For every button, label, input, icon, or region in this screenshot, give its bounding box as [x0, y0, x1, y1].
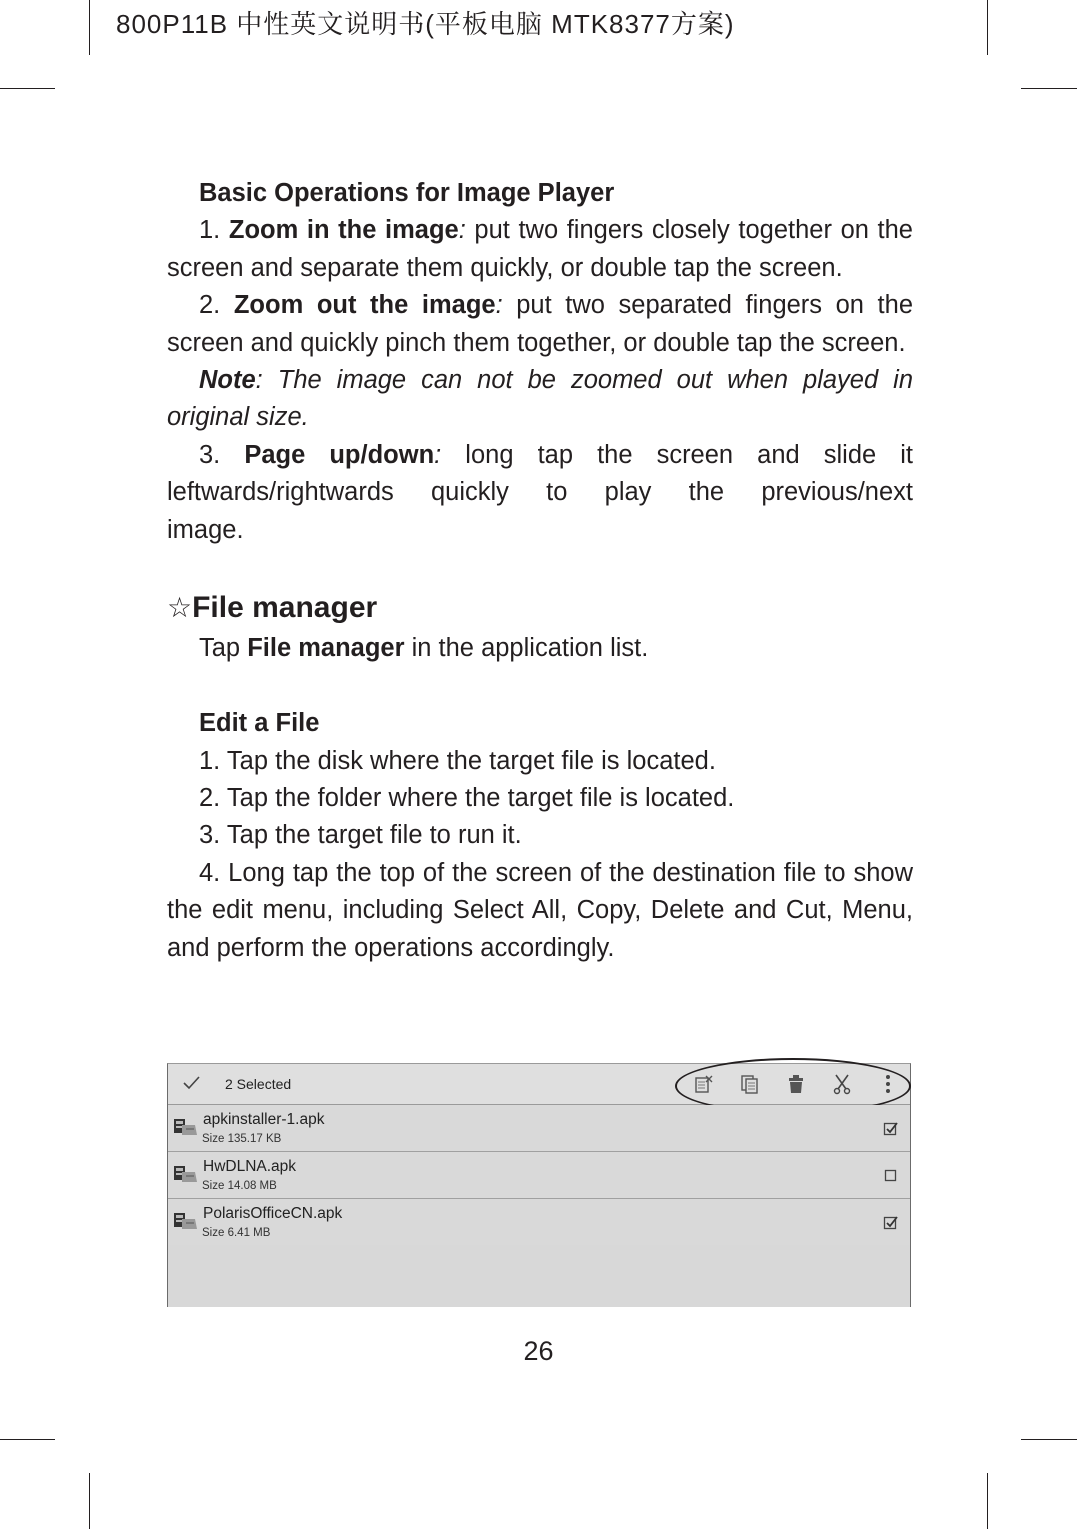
- crop-mark: [89, 0, 90, 55]
- file-size: Size 6.41 MB: [202, 1227, 271, 1239]
- crop-mark: [1021, 1439, 1077, 1440]
- checkbox-checked-icon[interactable]: [883, 1214, 899, 1235]
- checkbox-checked-icon[interactable]: [883, 1120, 899, 1141]
- file-row[interactable]: [168, 1199, 910, 1245]
- crop-mark: [1021, 88, 1077, 89]
- crop-mark: [987, 1473, 988, 1529]
- crop-mark: [987, 0, 988, 55]
- file-manager-title: ☆File manager: [167, 591, 378, 625]
- menu-icon[interactable]: [876, 1072, 900, 1096]
- copy-icon[interactable]: [738, 1072, 762, 1096]
- done-check-icon[interactable]: [181, 1073, 203, 1098]
- file-manager-screenshot: [167, 1063, 911, 1307]
- file-manager-intro: Tap File manager in the application list.: [199, 634, 649, 663]
- image-player-title: Basic Operations for Image Player: [199, 179, 615, 207]
- file-name: PolarisOfficeCN.apk: [203, 1205, 343, 1222]
- file-name: HwDLNA.apk: [203, 1158, 297, 1175]
- edit-step: 1. Tap the disk where the target file is located.: [199, 746, 716, 775]
- selected-count-label: 2 Selected: [225, 1076, 292, 1092]
- manual-content: [167, 175, 913, 967]
- file-name: apkinstaller-1.apk: [203, 1111, 325, 1128]
- edit-step: 3. Tap the target file to run it.: [199, 821, 522, 850]
- delete-icon[interactable]: [784, 1072, 808, 1096]
- file-size: Size 135.17 KB: [202, 1133, 282, 1145]
- page-up-down-paragraph: 3. Page up/down: long tap the screen and slide it leftwards/rightwards quickly to play the previous/next image.: [167, 440, 913, 544]
- file-size: Size 14.08 MB: [202, 1180, 277, 1192]
- apk-file-icon: [173, 1163, 199, 1190]
- note-paragraph: Note: The image can not be zoomed out when played in original size.: [167, 366, 913, 432]
- document-header: 800P11B 中性英文说明书(平板电脑 MTK8377方案): [116, 9, 735, 39]
- page-number: 26: [523, 1336, 554, 1366]
- edit-step: 2. Tap the folder where the target file is located.: [199, 784, 735, 813]
- edit-file-title: Edit a File: [199, 709, 320, 738]
- star-icon: ☆: [167, 592, 193, 624]
- crop-mark: [89, 1473, 90, 1529]
- crop-mark: [0, 1439, 55, 1440]
- apk-file-icon: [173, 1116, 199, 1143]
- apk-file-icon: [173, 1210, 199, 1237]
- crop-mark: [0, 88, 55, 89]
- zoom-in-paragraph: 1. Zoom in the image: put two fingers closely together on the screen and separate them quickly, or double tap the screen.: [167, 216, 913, 282]
- edit-step: 4. Long tap the top of the screen of the destination file to show the edit menu, including Select All, Copy, Delete and Cut, Menu, and perform the operations accordingly.: [167, 858, 913, 962]
- checkbox-unchecked-icon[interactable]: [883, 1167, 899, 1188]
- zoom-out-paragraph: 2. Zoom out the image: put two separated fingers on the screen and quickly pinch them together, or double tap the screen.: [167, 291, 914, 357]
- file-row[interactable]: [168, 1152, 910, 1199]
- select-all-icon[interactable]: [692, 1072, 716, 1096]
- selection-toolbar: [168, 1064, 910, 1105]
- cut-icon[interactable]: [830, 1072, 854, 1096]
- file-row[interactable]: [168, 1105, 910, 1152]
- edit-menu-icons: [692, 1070, 900, 1098]
